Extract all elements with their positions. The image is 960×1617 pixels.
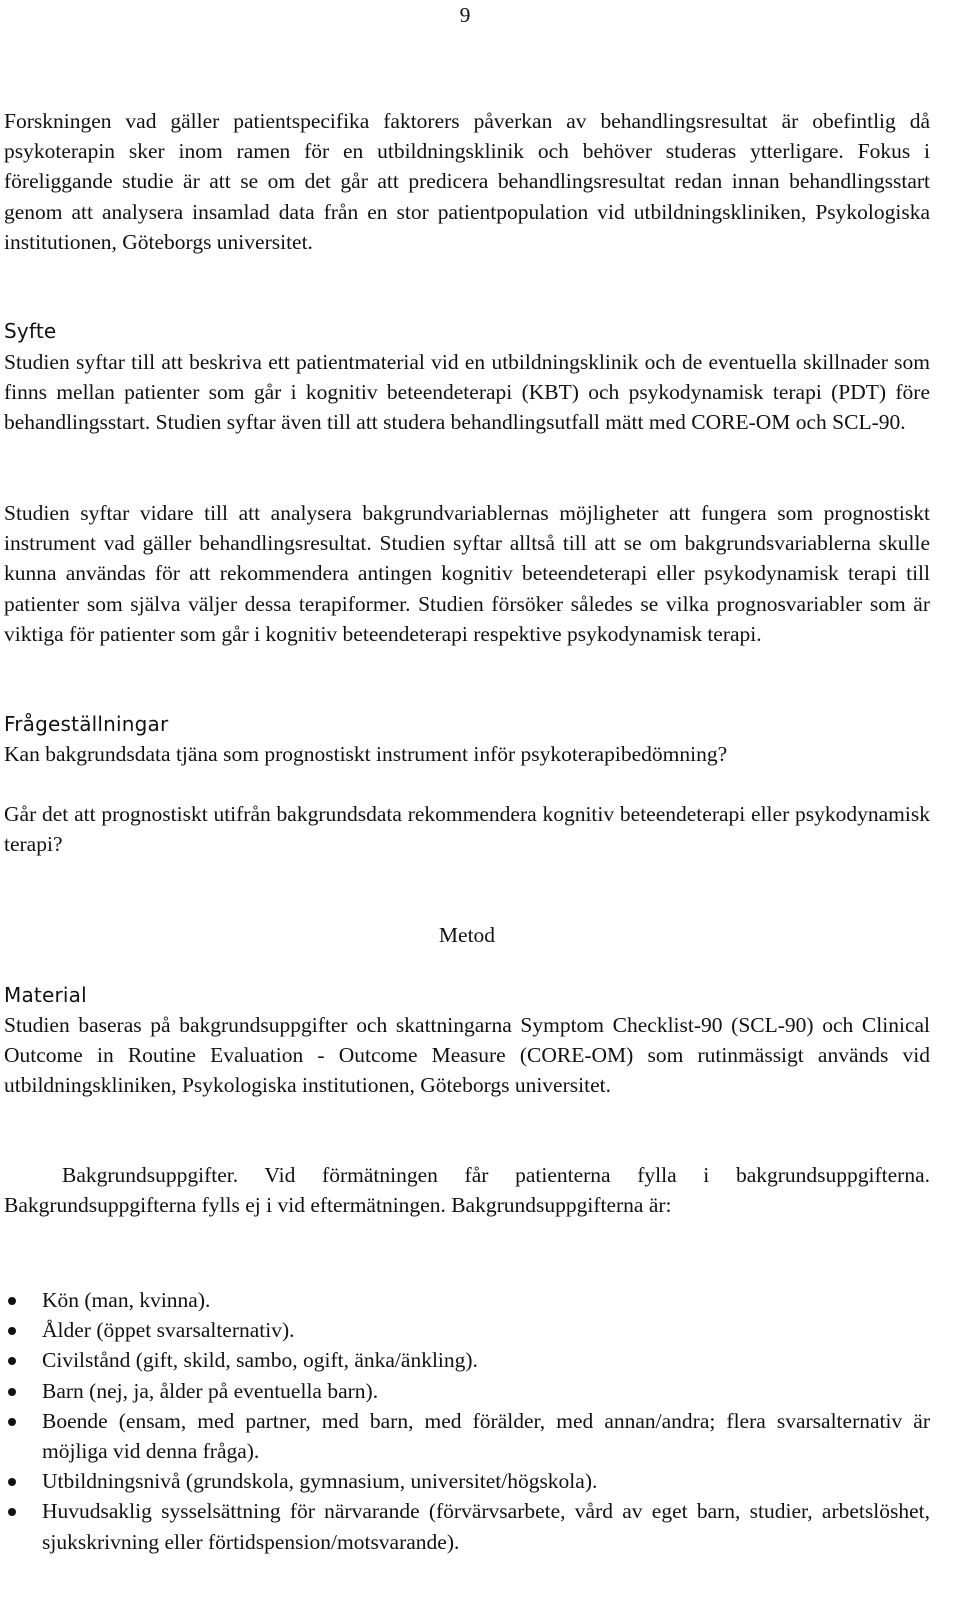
material-paragraph: Studien baseras på bakgrundsuppgifter och skattningarna Symptom Checklist-90 (SCL-90) och Clinical Outcome in Routine Evaluation - Outcome Measure (CORE-OM) som rutinmässigt används vid utbildningskliniken, Psykologiska institutionen, Göteborgs universitet. (4, 1013, 930, 1098)
bullet-icon (8, 1388, 16, 1396)
metod-title: Metod (438, 923, 496, 947)
question-1: Kan bakgrundsdata tjäna som prognostiskt instrument inför psykoterapibedömning? (4, 742, 728, 766)
syfte-heading: Syfte (4, 319, 57, 343)
material-heading: Material (4, 983, 87, 1007)
intro-paragraph: Forskningen vad gäller patientspecifika faktorers påverkan av behandlingsresultat är obefintlig då psykoterapin sker inom ramen för en utbildningsklinik och behöver studeras ytterligare. Fokus i föreliggande studie är att se om det går att predicera behandlingsresultat redan innan behandlingsstart genom att analysera insamlad data från en stor patientpopulation vid utbildningskliniken, Psykologiska institutionen, Göteborgs universitet. (4, 109, 930, 254)
list-item: Ålder (öppet svarsalternativ). (4, 1315, 930, 1345)
list-item: Kön (man, kvinna). (4, 1285, 930, 1315)
list-item: Huvudsaklig sysselsättning för närvarande (förvärvsarbete, vård av eget barn, studier, arbetslöshet, sjukskrivning eller förtidspension/motsvarande). (4, 1496, 930, 1556)
fragestallningar-heading: Frågeställningar (4, 712, 169, 736)
page-number: 9 (459, 3, 471, 27)
question-2: Går det att prognostiskt utifrån bakgrundsdata rekommendera kognitiv beteendeterapi eller psykodynamisk terapi? (4, 802, 930, 857)
bullet-icon (8, 1478, 16, 1486)
bullet-icon (8, 1508, 16, 1516)
bullet-icon (8, 1357, 16, 1365)
list-item: Barn (nej, ja, ålder på eventuella barn). (4, 1376, 930, 1406)
bakgrund-paragraph: Bakgrundsuppgifter. Vid förmätningen får patienterna fylla i bakgrundsuppgifterna. Bakgrundsuppgifterna fylls ej i vid eftermätningen. Bakgrundsuppgifterna är: (4, 1163, 930, 1218)
list-item: Boende (ensam, med partner, med barn, med förälder, med annan/andra; flera svarsalternativ är möjliga vid denna fråga). (4, 1406, 930, 1466)
list-item: Civilstånd (gift, skild, sambo, ogift, änka/änkling). (4, 1345, 930, 1375)
bullet-icon (8, 1418, 16, 1426)
list-item: Utbildningsnivå (grundskola, gymnasium, universitet/högskola). (4, 1466, 930, 1496)
syfte-paragraph-1: Studien syftar till att beskriva ett patientmaterial vid en utbildningsklinik och de eventuella skillnader som finns mellan patienter som går i kognitiv beteendeterapi (KBT) och psykodynamisk terapi (PDT) före behandlingsstart. Studien syftar även till att studera behandlingsutfall mätt med CORE-OM och SCL-90. (4, 350, 930, 435)
bullet-icon (8, 1297, 16, 1305)
bakgrund-list (4, 1285, 930, 1557)
bullet-icon (8, 1327, 16, 1335)
syfte-paragraph-2: Studien syftar vidare till att analysera bakgrundvariablernas möjligheter att fungera som prognostiskt instrument vad gäller behandlingsresultat. Studien syftar alltså till att se om bakgrundsvariablerna skulle kunna användas för att rekommendera antingen kognitiv beteendeterapi eller psykodynamisk terapi till patienter som själva väljer dessa terapiformer. Studien försöker således se vilka prognosvariabler som är viktiga för patienter som går i kognitiv beteendeterapi respektive psykodynamisk terapi. (4, 501, 930, 646)
